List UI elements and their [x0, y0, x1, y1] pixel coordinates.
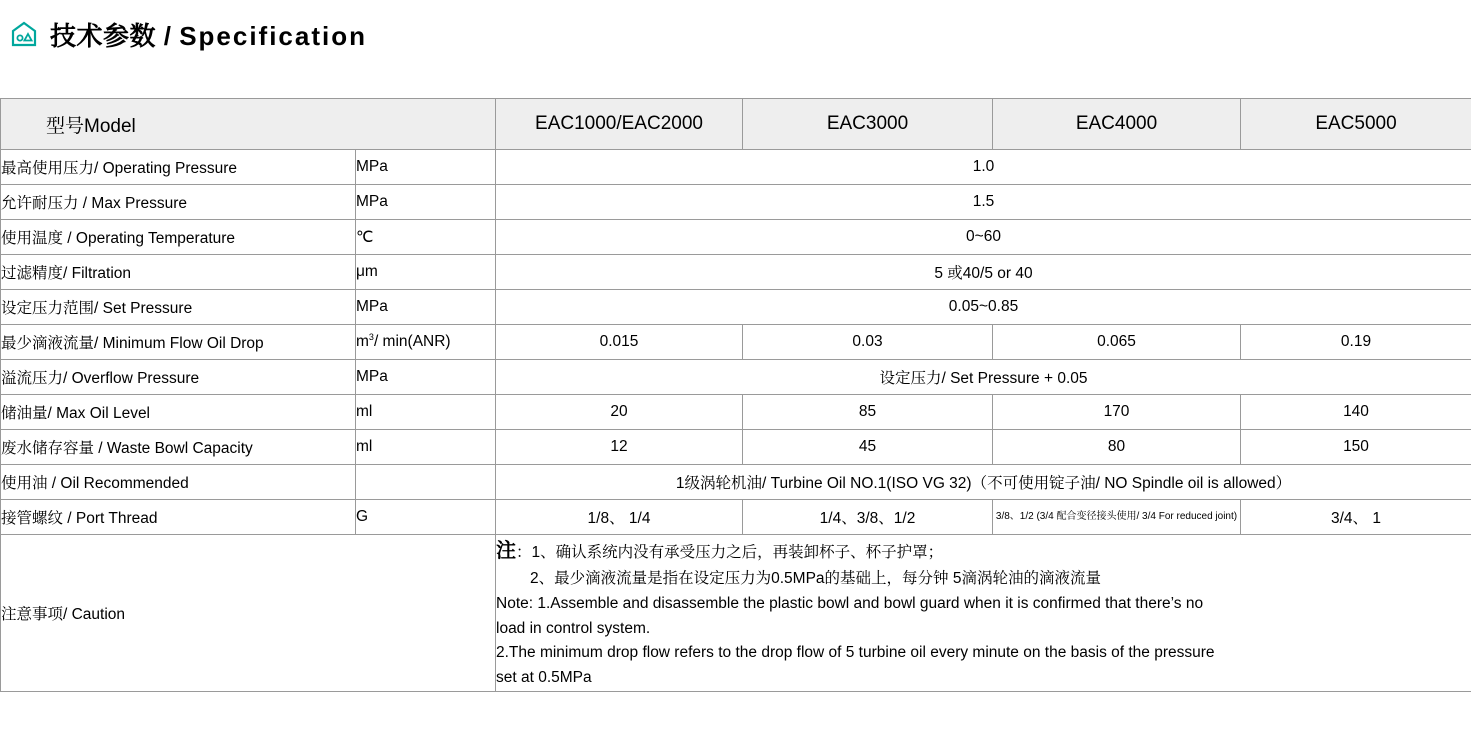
row-unit-max-pressure: MPa [356, 185, 496, 220]
specification-table-wrap [0, 98, 1471, 692]
page-header [0, 0, 1471, 52]
row-label-waste-bowl-capacity: 废水储存容量 / Waste Bowl Capacity [1, 430, 356, 465]
row-value-operating-temperature: 0~60 [496, 220, 1471, 255]
page-title-en: Specification [179, 20, 368, 51]
row-value-max-oil-eac1000: 20 [496, 395, 743, 430]
row-label-max-oil-level: 储油量/ Max Oil Level [1, 395, 356, 430]
caution-cn-line2-wrap [496, 567, 1471, 592]
row-value-max-oil-eac5000: 140 [1241, 395, 1471, 430]
caution-label: 注意事项/ Caution [1, 535, 496, 692]
table-row [1, 360, 1471, 395]
row-unit-waste-bowl-capacity: ml [356, 430, 496, 465]
header-col-eac1000: EAC1000/EAC2000 [496, 99, 743, 150]
caution-en-line2: load in control system. [496, 619, 651, 637]
page-title-separator: / [156, 20, 180, 51]
row-label-operating-temperature: 使用温度 / Operating Temperature [1, 220, 356, 255]
specification-table [0, 98, 1471, 692]
caution-zhu-char: 注 [496, 540, 516, 562]
table-row [1, 290, 1471, 325]
house-outline-icon [10, 20, 38, 48]
row-label-oil-recommended: 使用油 / Oil Recommended [1, 465, 356, 500]
header-model-label: 型号Model [1, 99, 496, 150]
row-value-max-pressure: 1.5 [496, 185, 1471, 220]
row-unit-overflow-pressure: MPa [356, 360, 496, 395]
row-value-operating-pressure: 1.0 [496, 150, 1471, 185]
row-unit-minimum-flow-oil-drop: $m^3/$ min(ANR) [356, 325, 496, 360]
table-row [1, 185, 1471, 220]
row-label-minimum-flow-oil-drop: 最少滴液流量/ Minimum Flow Oil Drop [1, 325, 356, 360]
header-col-eac4000: EAC4000 [993, 99, 1241, 150]
row-label-max-pressure: 允许耐压力 / Max Pressure [1, 185, 356, 220]
row-label-operating-pressure: 最高使用压力/ Operating Pressure [1, 150, 356, 185]
caution-en-line1: Note: 1.Assemble and disassemble the plastic bowl and bowl guard when it is confirmed that there’s no [496, 594, 1204, 612]
row-label-port-thread: 接管螺纹 / Port Thread [1, 500, 356, 535]
row-value-minimum-flow-eac1000: 0.015 [496, 325, 743, 360]
row-value-port-thread-eac3000: 1/4、3/8、1/2 [743, 500, 993, 535]
row-label-filtration: 过滤精度/ Filtration [1, 255, 356, 290]
row-unit-port-thread: G [356, 500, 496, 535]
row-value-minimum-flow-eac4000: 0.065 [993, 325, 1241, 360]
row-value-port-thread-eac4000: 3/8、1/2 (3/4 配合变径接头使用/ 3/4 For reduced joint) [993, 500, 1241, 535]
row-unit-set-pressure: MPa [356, 290, 496, 325]
caution-cn-text2: 2、最少滴液流量是指在设定压力为0.5MPa的基础上，每分钟 5滴涡轮油的滴液流量 [530, 570, 1101, 587]
caution-row [1, 535, 1471, 692]
row-value-overflow-pressure: 设定压力/ Set Pressure + 0.05 [496, 360, 1471, 395]
caution-zhu-colon: ： [516, 544, 532, 561]
page-title-cn: 技术参数 [50, 20, 157, 51]
caution-en-line4: set at 0.5MPa [496, 669, 592, 687]
page-title [50, 16, 367, 53]
row-unit-oil-recommended [356, 465, 496, 500]
row-value-minimum-flow-eac5000: 0.19 [1241, 325, 1471, 360]
row-value-waste-bowl-eac3000: 45 [743, 430, 993, 465]
table-row [1, 220, 1471, 255]
row-value-set-pressure: 0.05~0.85 [496, 290, 1471, 325]
row-value-waste-bowl-eac5000: 150 [1241, 430, 1471, 465]
row-unit-operating-temperature: ℃ [356, 220, 496, 255]
header-col-eac3000: EAC3000 [743, 99, 993, 150]
row-unit-operating-pressure: MPa [356, 150, 496, 185]
row-value-max-oil-eac4000: 170 [993, 395, 1241, 430]
table-row [1, 395, 1471, 430]
row-label-overflow-pressure: 溢流压力/ Overflow Pressure [1, 360, 356, 395]
row-value-port-thread-eac5000: 3/4、 1 [1241, 500, 1471, 535]
table-row [1, 325, 1471, 360]
header-col-eac5000: EAC5000 [1241, 99, 1471, 150]
caution-cn-line1 [496, 535, 1471, 567]
row-value-waste-bowl-eac4000: 80 [993, 430, 1241, 465]
row-unit-filtration: μm [356, 255, 496, 290]
caution-en-line3: 2.The minimum drop flow refers to the drop flow of 5 turbine oil every minute on the basis of the pressure [496, 644, 1215, 662]
row-value-filtration: 5 或40/5 or 40 [496, 255, 1471, 290]
table-header-row [1, 99, 1471, 150]
row-value-max-oil-eac3000: 85 [743, 395, 993, 430]
caution-body [496, 535, 1471, 692]
row-label-set-pressure: 设定压力范围/ Set Pressure [1, 290, 356, 325]
table-row [1, 465, 1471, 500]
row-value-oil-recommended: 1级涡轮机油/ Turbine Oil NO.1(ISO VG 32)（不可使用锭子油/ NO Spindle oil is allowed） [496, 465, 1471, 500]
caution-cn-text1: 1、确认系统内没有承受压力之后，再装卸杯子、杯子护罩； [531, 544, 944, 561]
row-value-waste-bowl-eac1000: 12 [496, 430, 743, 465]
table-row [1, 255, 1471, 290]
row-value-port-thread-eac1000: 1/8、 1/4 [496, 500, 743, 535]
row-value-minimum-flow-eac3000: 0.03 [743, 325, 993, 360]
table-row [1, 500, 1471, 535]
table-row [1, 430, 1471, 465]
row-unit-max-oil-level: ml [356, 395, 496, 430]
table-row [1, 150, 1471, 185]
